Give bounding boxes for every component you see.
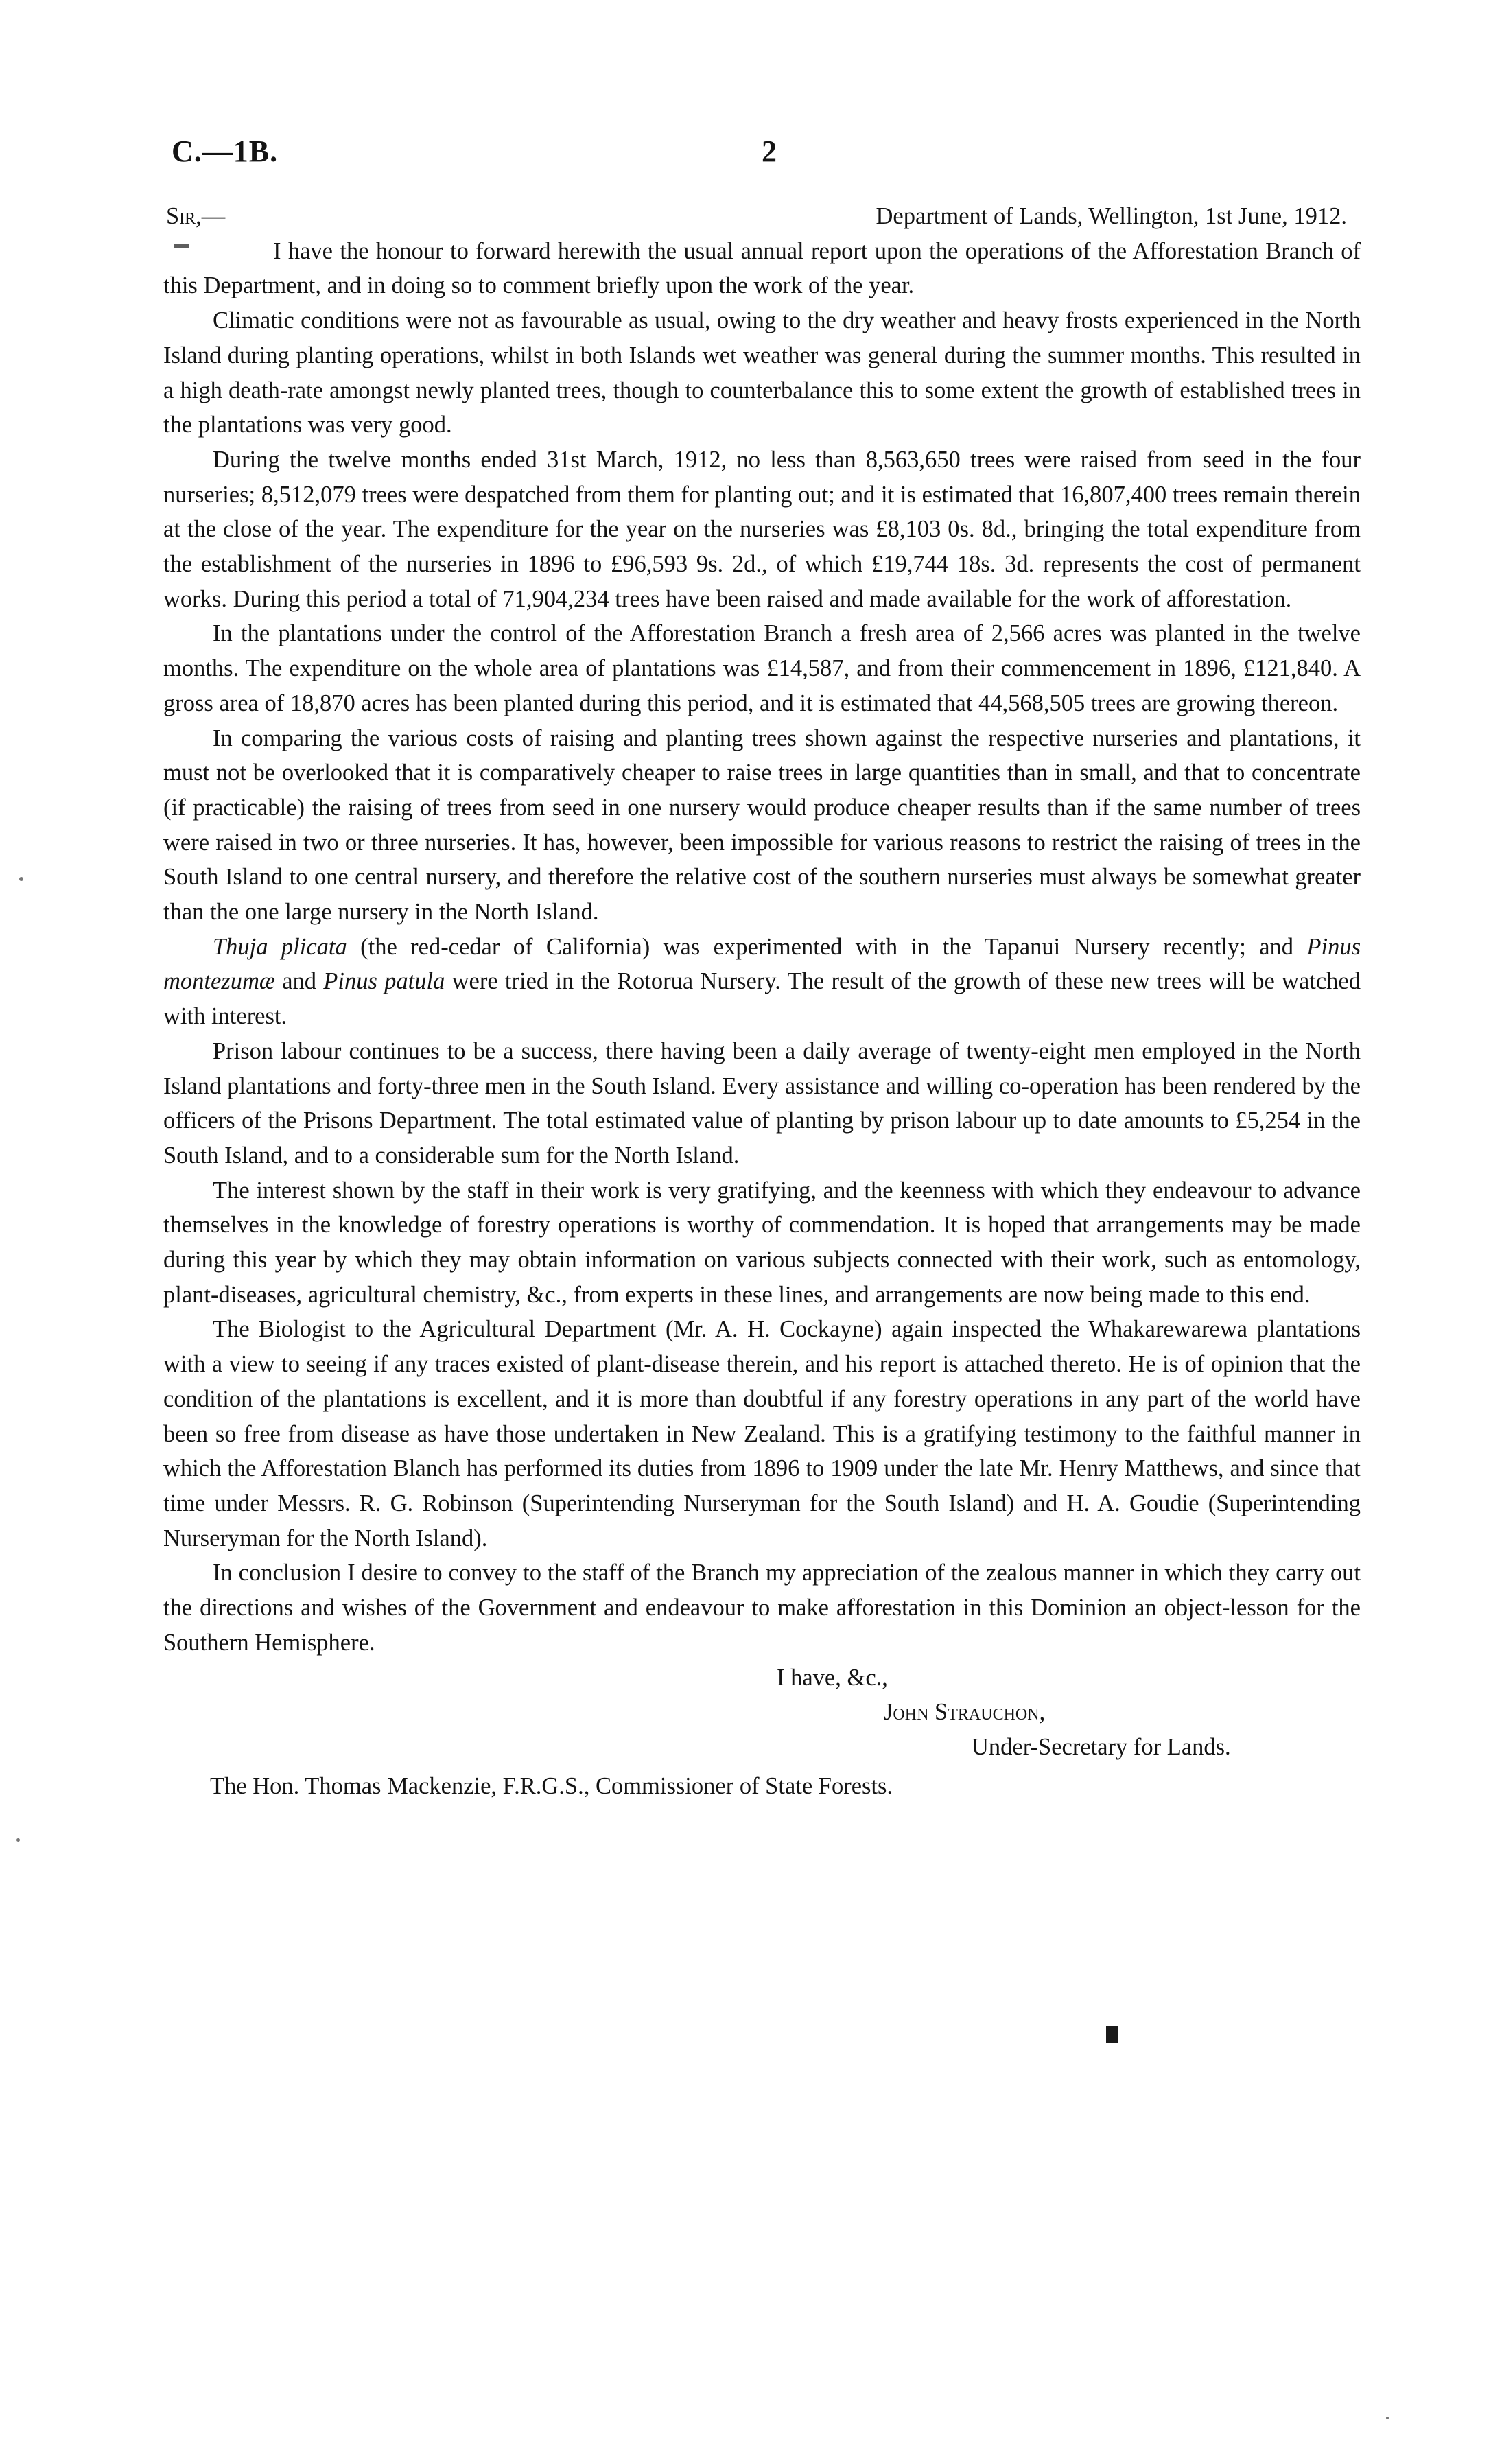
- paragraph-new-species: [163, 930, 1361, 1034]
- species-text-3: were tried in the Rotorua Nursery. The result of the growth of these new trees will be watched with interest.: [163, 968, 1361, 1030]
- species-pinus-montezumae: Pinus montezumæ: [163, 933, 1361, 995]
- paragraph-staff-interest: The interest shown by the staff in their work is very gratifying, and the keenness with which they endeavour to advance themselves in the knowledge of forestry operations is worthy of commendation. It is hoped that arrangements may be made during this year by which they may obtain information on various subjects connected with their work, such as entomology, plant-diseases, agricultural chemistry, &c., from experts in these lines, and arrangements are now being made to this end.: [163, 1177, 1361, 1308]
- signatory-name: John Strauchon,: [884, 1699, 1046, 1726]
- signatory-title: Under-Secretary for Lands.: [972, 1733, 1231, 1760]
- paragraph-intro: I have the honour to forward herewith the usual annual report upon the operations of the Afforestation Branch of this Department, and in doing so to comment briefly upon the work of the year.: [163, 237, 1361, 299]
- species-thuja-plicata: Thuja plicata: [213, 933, 347, 960]
- salutation-line: [163, 199, 1361, 234]
- page-number: 2: [762, 134, 777, 168]
- paragraph-prison-labour: Prison labour continues to be a success, there having been a daily average of twenty-eight men employed in the North Island plantations and forty-three men in the South Island. Every assistance and willing co-operation has been rendered by the officers of the Prisons Department. The total estimated value of planting by prison labour up to date amounts to £5,254 in the South Island, and to a considerable sum for the North Island.: [163, 1037, 1361, 1169]
- salutation: Sir,—: [166, 203, 226, 229]
- page-header: [172, 134, 1372, 175]
- paragraph-costs: In comparing the various costs of raising and planting trees shown against the respective nurseries and plantations, it must not be overlooked that it is comparatively cheaper to raise trees in large quantities than in small, and that to concentrate (if practicable) the raising of trees from seed in one nursery would produce cheaper results than if the same number of trees were raised in two or three nurseries. It has, however, been impossible for various reasons to restrict the raising of trees in the South Island to one central nursery, and therefore the relative cost of the southern nurseries must always be somewhat greater than the one large nursery in the North Island.: [163, 725, 1361, 926]
- species-text-2: and: [274, 968, 324, 995]
- closing-line: [163, 1661, 1361, 1696]
- scan-speck: [1106, 2026, 1118, 2043]
- paragraph-conclusion: In conclusion I desire to convey to the staff of the Branch my appreciation of the zealous manner in which they carry out the directions and wishes of the Government and endeavour to make afforestation in this Dominion an object-lesson for the Southern Hemisphere.: [163, 1560, 1361, 1656]
- dateline: Department of Lands, Wellington, 1st June, 1912.: [876, 203, 1347, 229]
- paragraph-nurseries: During the twelve months ended 31st March, 1912, no less than 8,563,650 trees were raised from seed in the four nurseries; 8,512,079 trees were despatched from them for planting out; and it is estimated that 16,807,400 trees remain therein at the close of the year. The expenditure for the year on the nurseries was £8,103 0s. 8d., bringing the total expenditure from the establishment of the nurseries in 1896 to £96,593 9s. 2d., of which £19,744 18s. 3d. represents the cost of permanent works. During this period a total of 71,904,234 trees have been raised and made available for the work of afforestation.: [163, 446, 1361, 612]
- paragraph-biologist: The Biologist to the Agricultural Department (Mr. A. H. Cockayne) again inspected the Whakarewarewa plantations with a view to seeing if any traces existed of plant-disease therein, and his report is attached thereto. He is of opinion that the condition of the plantations is excellent, and it is more than doubtful if any forestry operations in any part of the world have been so free from disease as have those undertaken in New Zealand. This is a gratifying testimony to the faithful manner in which the Afforestation Blanch has performed its duties from 1896 to 1909 under the late Mr. Henry Matthews, and since that time under Messrs. R. G. Robinson (Superintending Nurseryman for the South Island) and H. A. Goudie (Superintending Nurseryman for the North Island).: [163, 1316, 1361, 1551]
- letter-body: [163, 199, 1361, 1803]
- addressee: The Hon. Thomas Mackenzie, F.R.G.S., Commissioner of State Forests.: [210, 1772, 893, 1799]
- scan-speck: [16, 1838, 20, 1842]
- scan-speck: [1386, 2417, 1389, 2419]
- paragraph-climate: Climatic conditions were not as favourable as usual, owing to the dry weather and heavy frosts experienced in the North Island during planting operations, whilst in both Islands wet weather was general during the summer months. This resulted in a high death-rate amongst newly planted trees, though to counterbalance this to some extent the growth of established trees in the plantations was very good.: [163, 307, 1361, 438]
- closing: I have, &c.,: [777, 1664, 888, 1691]
- signatory-name-line: [163, 1695, 1361, 1730]
- paragraph-plantations: In the plantations under the control of the Afforestation Branch a fresh area of 2,566 acres was planted in the twelve months. The expenditure on the whole area of plantations was £14,587, and from their commencement in 1896, £121,840. A gross area of 18,870 acres has been planted during this period, and it is estimated that 44,568,505 trees are growing thereon.: [163, 620, 1361, 716]
- species-pinus-patula: Pinus patula: [323, 968, 445, 995]
- scan-speck: [19, 877, 23, 881]
- species-text-1: (the red-cedar of California) was experimented with in the Tapanui Nursery recently; and: [347, 933, 1307, 960]
- scan-speck: [174, 244, 189, 248]
- signatory-title-line: [163, 1730, 1361, 1765]
- document-code: C.—1B.: [172, 134, 279, 168]
